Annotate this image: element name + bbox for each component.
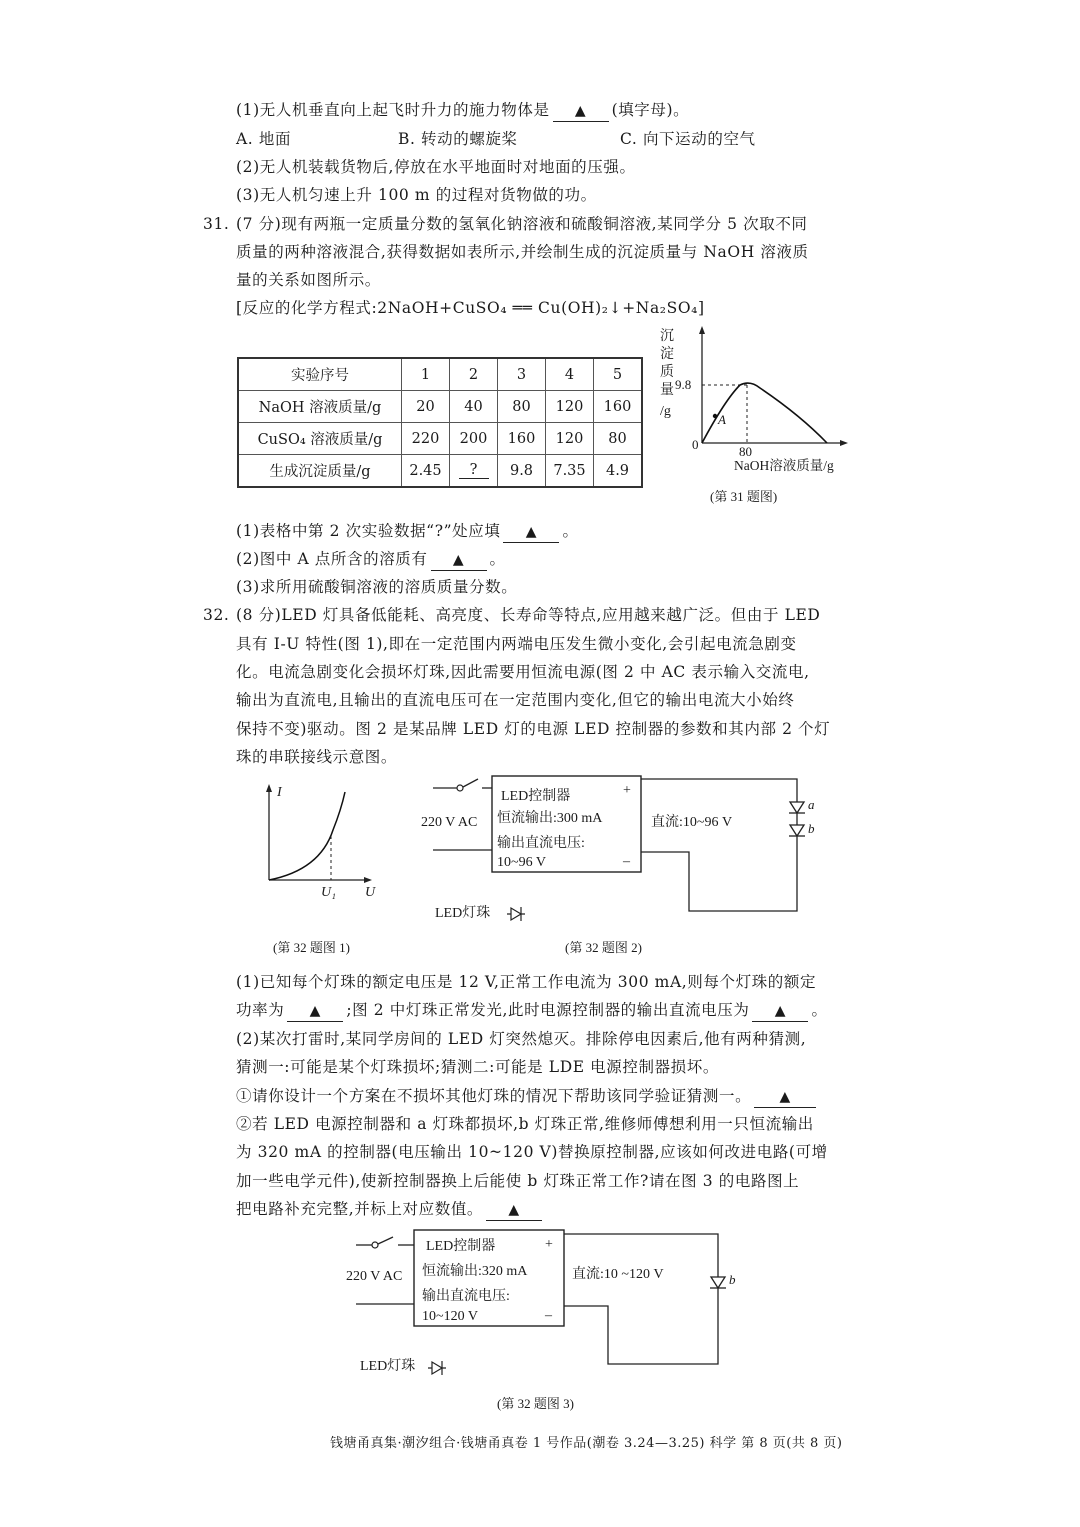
legend-label: LED灯珠 [435, 906, 491, 921]
q31-sub2 [236, 549, 506, 571]
answer-blank[interactable] [486, 1199, 542, 1221]
x-axis-arrow-icon [840, 440, 848, 446]
q32-part1-text: ①请你设计一个方案在不损坏其他灯珠的情况下帮助该同学验证猜测一。 [236, 1087, 752, 1105]
q31-sub3: (3)求所用硫酸铜溶液的溶质质量分数。 [236, 578, 518, 596]
q32-part2-line1: ②若 LED 电源控制器和 a 灯珠都损坏,b 灯珠正常,维修师傅想利用一只恒流输出 [236, 1115, 814, 1133]
led-b-icon [711, 1277, 725, 1288]
u1-label: U₁ [321, 885, 336, 900]
q30-sub1-text: (1)无人机垂直向上起飞时升力的施力物体是 [236, 101, 550, 119]
ac-input-label: 220 V AC [346, 1269, 403, 1284]
plus-terminal: + [623, 783, 631, 798]
dc-output-label: 直流:10~96 V [651, 815, 733, 830]
x-tick-label: 80 [739, 444, 752, 459]
y-axis-label-char: 淀 [660, 347, 674, 362]
q32-number: 32. [203, 606, 230, 624]
table-row [238, 391, 642, 423]
table-cell: CuSO₄ 溶液质量/g [238, 423, 402, 455]
switch-icon[interactable] [378, 1237, 393, 1244]
q32-sub1-middle: ;图 2 中灯珠正常发光,此时电源控制器的输出直流电压为 [346, 1001, 750, 1019]
output-wire [564, 1234, 718, 1364]
q30-option-a: A. 地面 [236, 130, 292, 148]
table-header-row [238, 358, 642, 391]
q32-intro-4: 输出为直流电,且输出的直流电压可在一定范围内变化,但它的输出电流大小始终 [236, 691, 795, 709]
q31-sub1-text: (1)表格中第 2 次实验数据“?”处应填 [236, 522, 501, 540]
q31-intro-1: (7 分)现有两瓶一定质量分数的氢氧化钠溶液和硫酸铜溶液,某同学分 5 次取不同 [236, 215, 808, 233]
y-axis-arrow-icon [699, 326, 705, 334]
led-b-label: b [729, 1272, 736, 1287]
q32-sub2-line2: 猜测一:可能是某个灯珠损坏;猜测二:可能是 LDE 电源控制器损坏。 [236, 1058, 719, 1076]
table-cell: 4 [546, 358, 594, 391]
point-a-label: A [718, 412, 726, 427]
answer-blank[interactable] [503, 521, 559, 543]
led-b-label: b [808, 821, 815, 836]
dc-output-label: 直流:10 ~120 V [572, 1267, 664, 1282]
table-cell: 220 [402, 423, 450, 455]
switch-contact-icon[interactable] [372, 1242, 378, 1248]
controller-voltage-label: 输出直流电压: [497, 836, 585, 851]
q32-intro-6: 珠的串联接线示意图。 [236, 748, 398, 766]
table-cell: NaOH 溶液质量/g [238, 391, 402, 423]
table-cell: 3 [498, 358, 546, 391]
led-a-label: a [808, 797, 815, 812]
unknown-value-blank[interactable]: ? [459, 462, 489, 479]
triangle-icon: ▲ [574, 103, 587, 119]
q31-sub1 [236, 521, 579, 543]
table-cell[interactable] [450, 455, 498, 488]
q30-sub3: (3)无人机匀速上升 100 m 的过程对货物做的功。 [236, 186, 597, 204]
q32-intro-1: (8 分)LED 灯具备低能耗、高亮度、长寿命等特点,应用越来越广泛。但由于 LED [236, 606, 821, 624]
q32-intro-5: 保持不变)驱动。图 2 是某品牌 LED 灯的电源 LED 控制器的参数和其内部 2 个灯 [236, 720, 831, 738]
y-axis-label-char: 沉 [660, 329, 674, 344]
q31-sub2-text: (2)图中 A 点所含的溶质有 [236, 550, 428, 568]
origin-label: 0 [692, 437, 699, 452]
q32-sub1-line1: (1)已知每个灯珠的额定电压是 12 V,正常工作电流为 300 mA,则每个灯珠的额定 [236, 973, 817, 991]
table-cell: 生成沉淀质量/g [238, 455, 402, 488]
q32-part2-line2: 为 320 mA 的控制器(电压输出 10~120 V)替换原控制器,应该如何改进电路(可增 [236, 1143, 828, 1161]
q32-fig3-circuit [340, 1228, 760, 1418]
table-cell: 20 [402, 391, 450, 423]
controller-voltage-label: 输出直流电压: [422, 1289, 510, 1304]
controller-voltage: 10~120 V [422, 1309, 478, 1324]
q32-part2-line3: 加一些电学元件),使新控制器换上后能使 b 灯珠正常工作?请在图 3 的电路图上 [236, 1172, 800, 1190]
u-axis-label: U [365, 885, 376, 900]
led-a-icon [790, 802, 804, 813]
q31-equation: [反应的化学方程式:2NaOH+CuSO₄ ══ Cu(OH)₂↓+Na₂SO₄] [236, 299, 705, 317]
table-row [238, 455, 642, 488]
minus-terminal: – [545, 1308, 552, 1323]
controller-current: 恒流输出:300 mA [497, 811, 603, 826]
switch-contact-icon[interactable] [457, 785, 463, 791]
table-cell: 1 [402, 358, 450, 391]
q30-sub2: (2)无人机装载货物后,停放在水平地面时对地面的压强。 [236, 158, 636, 176]
table-cell: 80 [594, 423, 643, 455]
table-cell: 120 [546, 423, 594, 455]
figure-caption: (第 32 题图 2) [565, 940, 642, 955]
page-footer: 钱塘甬真集·潮汐组合·钱塘甬真卷 1 号作品(潮卷 3.24—3.25) 科学 第 8 页(共 8 页) [330, 1436, 843, 1451]
switch-icon[interactable] [463, 779, 478, 787]
q31-sub2-suffix: 。 [489, 550, 506, 568]
q32-part2-line4 [236, 1199, 545, 1221]
plus-terminal: + [545, 1237, 553, 1252]
table-cell: 2.45 [402, 455, 450, 488]
legend-label: LED灯珠 [360, 1359, 416, 1374]
triangle-icon: ▲ [525, 524, 538, 540]
table-cell: 5 [594, 358, 643, 391]
table-cell: 160 [498, 423, 546, 455]
q31-data-table [237, 357, 643, 488]
q30-option-c: C. 向下运动的空气 [620, 130, 756, 148]
controller-title: LED控制器 [426, 1239, 496, 1254]
table-cell: 2 [450, 358, 498, 391]
led-b-icon [790, 825, 804, 836]
q32-part2-last-text: 把电路补充完整,并标上对应数值。 [236, 1200, 484, 1218]
q31-precipitate-graph [650, 320, 870, 520]
output-wire [641, 779, 797, 911]
figure-caption: (第 32 题图 1) [273, 940, 350, 955]
answer-blank[interactable] [553, 100, 609, 122]
controller-title: LED控制器 [501, 789, 571, 804]
iu-curve [269, 792, 345, 880]
y-axis-label-char: /g [660, 404, 671, 419]
answer-blank[interactable] [754, 1086, 816, 1108]
triangle-icon: ▲ [774, 1003, 787, 1019]
table-cell: 7.35 [546, 455, 594, 488]
triangle-icon: ▲ [309, 1003, 321, 1019]
q30-sub1-suffix: (填字母)。 [611, 101, 690, 119]
answer-blank[interactable] [431, 549, 487, 571]
figure-caption: (第 32 题图 3) [497, 1396, 574, 1411]
answer-blank[interactable] [287, 1000, 343, 1022]
q32-part1 [236, 1086, 819, 1108]
table-cell: 80 [498, 391, 546, 423]
triangle-icon: ▲ [452, 552, 465, 568]
figure-caption: (第 31 题图) [710, 489, 778, 504]
q30-option-b: B. 转动的螺旋桨 [398, 130, 518, 148]
q31-intro-3: 量的关系如图所示。 [236, 271, 381, 289]
triangle-icon: ▲ [508, 1202, 520, 1218]
q32-intro-3: 化。电流急剧变化会损坏灯珠,因此需要用恒流电源(图 2 中 AC 表示输入交流电, [236, 663, 810, 681]
q31-number: 31. [203, 215, 230, 233]
y-axis-label-char: 量 [660, 383, 674, 398]
y-tick-label: 9.8 [675, 377, 692, 392]
q30-sub1 [236, 100, 689, 122]
u-axis-arrow-icon [364, 877, 372, 883]
triangle-icon: ▲ [779, 1089, 791, 1105]
controller-current: 恒流输出:320 mA [422, 1264, 528, 1279]
table-cell: 200 [450, 423, 498, 455]
x-axis-label: NaOH溶液质量/g [734, 458, 834, 473]
q32-sub1-line2 [236, 1000, 828, 1022]
q31-intro-2: 质量的两种溶液混合,获得数据如表所示,并绘制生成的沉淀质量与 NaOH 溶液质 [236, 243, 809, 261]
table-cell: 40 [450, 391, 498, 423]
controller-voltage: 10~96 V [497, 855, 546, 870]
i-axis-arrow-icon [266, 784, 272, 792]
q32-fig1-iu-curve [255, 780, 395, 960]
i-axis-label: I [277, 785, 282, 800]
q32-sub1-suffix: 。 [811, 1001, 828, 1019]
led-legend-icon [432, 1362, 442, 1374]
point-a [713, 414, 717, 418]
q32-sub2-line1: (2)某次打雷时,某同学房间的 LED 灯突然熄灭。排除停电因素后,他有两种猜测, [236, 1030, 807, 1048]
ac-input-label: 220 V AC [421, 815, 478, 830]
q31-sub1-suffix: 。 [562, 522, 579, 540]
table-cell: 160 [594, 391, 643, 423]
table-cell: 120 [546, 391, 594, 423]
table-cell: 4.9 [594, 455, 643, 488]
q32-intro-2: 具有 I-U 特性(图 1),即在一定范围内两端电压发生微小变化,会引起电流急剧变 [236, 635, 797, 653]
answer-blank[interactable] [752, 1000, 808, 1022]
q32-sub1-text: 功率为 [236, 1001, 285, 1019]
table-row [238, 423, 642, 455]
minus-terminal: – [623, 854, 630, 869]
q32-fig2-circuit [415, 770, 815, 960]
table-cell: 9.8 [498, 455, 546, 488]
y-axis-label-char: 质 [660, 365, 674, 380]
table-cell: 实验序号 [238, 358, 402, 391]
led-legend-icon [511, 908, 521, 920]
